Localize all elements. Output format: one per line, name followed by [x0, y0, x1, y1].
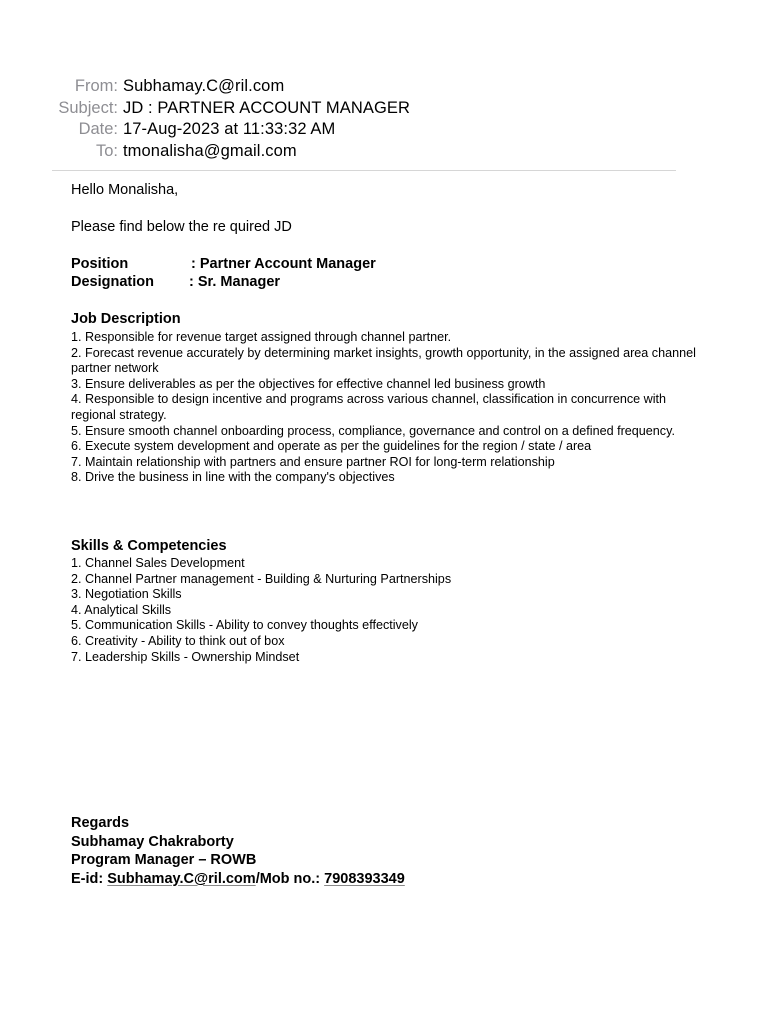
- signature-title: Program Manager – ROWB: [71, 852, 257, 869]
- designation-line: [71, 274, 280, 290]
- date-label: Date:: [78, 120, 118, 139]
- list-item: 4. Responsible to design incentive and programs across various channel, classification in concurrence with regional strategy.: [71, 392, 667, 422]
- list-item: 7. Maintain relationship with partners and ensure partner ROI for long-term relationship: [71, 454, 555, 469]
- from-address[interactable]: Subhamay.C@ril.com: [123, 77, 285, 95]
- contact-line: [71, 870, 405, 889]
- position-label: Position: [71, 256, 129, 272]
- eid-label: E-id:: [71, 870, 108, 887]
- phone-link[interactable]: 7908393349: [324, 870, 405, 887]
- list-item: 5. Ensure smooth channel onboarding process, compliance, governance and control on a defined frequency.: [71, 423, 675, 438]
- greeting: Hello Monalisha,: [71, 182, 179, 198]
- list-item: 2. Forecast revenue accurately by determining market insights, growth opportunity, in the assigned area channel partner network: [71, 345, 696, 376]
- date-row: [0, 119, 768, 141]
- list-item: 1. Responsible for revenue target assigned through channel partner.: [71, 330, 452, 344]
- skills-title: Skills & Competencies: [71, 538, 227, 554]
- email-header: [0, 76, 768, 162]
- to-address[interactable]: tmonalisha@gmail.com: [123, 141, 297, 160]
- regards-text: Regards: [71, 815, 130, 831]
- subject-label: Subject:: [58, 98, 118, 117]
- signature-name: Subhamay Chakraborty: [71, 833, 234, 850]
- job-description-list: [71, 330, 701, 486]
- list-item: 6. Execute system development and operate as per the guidelines for the region / state / area: [71, 439, 592, 454]
- email-link[interactable]: Subhamay.C@ril.com: [107, 870, 256, 887]
- header-divider: [52, 170, 676, 171]
- signature-block: [71, 814, 405, 888]
- list-item: 8. Drive the business in line with the company's objectives: [71, 470, 395, 485]
- intro-text: Please find below the re quired JD: [71, 219, 292, 235]
- to-row: [0, 141, 768, 163]
- list-item: 1. Channel Sales Development: [71, 556, 245, 570]
- subject-row: [0, 98, 768, 120]
- list-item: 7. Leadership Skills - Ownership Mindset: [71, 649, 300, 664]
- list-item: 2. Channel Partner management - Building & Nurturing Partnerships: [71, 571, 452, 586]
- job-description-title: Job Description: [71, 311, 181, 327]
- from-label: From:: [74, 77, 118, 95]
- subject-text: JD : PARTNER ACCOUNT MANAGER: [123, 98, 411, 117]
- mob-label: /Mob no.:: [255, 870, 325, 887]
- designation-value: : Sr. Manager: [189, 274, 281, 290]
- skills-list: [71, 556, 701, 665]
- to-label: To:: [95, 141, 118, 160]
- list-item: 3. Ensure deliverables as per the objectives for effective channel led business growth: [71, 376, 546, 391]
- list-item: 5. Communication Skills - Ability to convey thoughts effectively: [71, 618, 418, 633]
- position-line: [71, 256, 376, 272]
- list-item: 4. Analytical Skills: [71, 602, 172, 617]
- list-item: 6. Creativity - Ability to think out of box: [71, 633, 285, 648]
- designation-label: Designation: [71, 274, 154, 290]
- from-row: [0, 76, 768, 98]
- date-text: 17-Aug-2023 at 11:33:32 AM: [123, 120, 336, 139]
- position-value: : Partner Account Manager: [191, 256, 376, 272]
- list-item: 3. Negotiation Skills: [71, 587, 182, 602]
